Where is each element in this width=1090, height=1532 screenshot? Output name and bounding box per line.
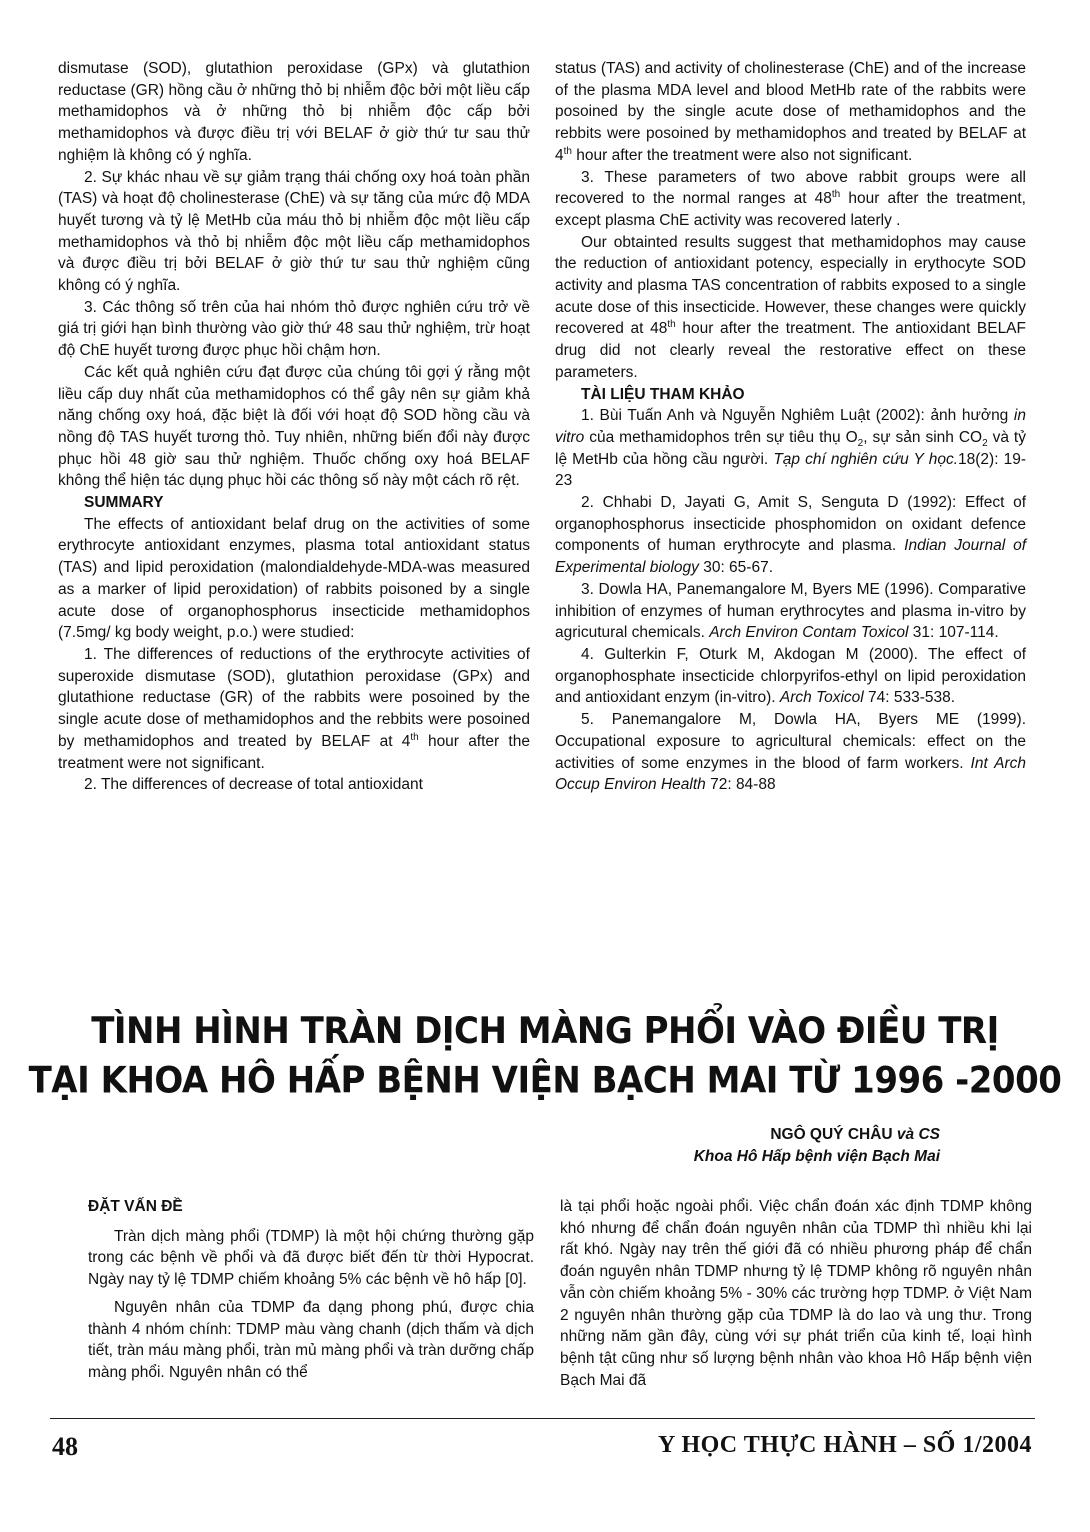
paragraph: là tại phổi hoặc ngoài phổi. Việc chẩn đoán xác định TDMP không khó nhưng để chẩn đoán nguyên nhân của TDMP thì nhiều khi lại rất khó. Ngày nay trên thế giới đã có nhiều phương pháp để chẩn đoán nguyên nhân TDMP nhưng tỷ lệ TDMP không rõ nguyên nhân vẫn còn chiếm khoảng 5% - 30% các trường hợp TDMP. ở Việt Nam 2 nguyên nhân thường gặp của TDMP là do lao và ung thư. Trong những năm gần đây, cùng với sự phát triển của kinh tế, loại hình bệnh tật cũng như số lượng bệnh nhân vào khoa Hô Hấp bệnh viện Bạch Mai đã (560, 1198, 1032, 1389)
text: 31: 107-114. (908, 624, 999, 642)
journal-name: Arch Toxicol (779, 689, 864, 707)
subscript: 2 (982, 438, 988, 450)
column-bottom-left (88, 1196, 534, 1384)
text: 74: 533-538. (863, 689, 956, 707)
section-heading: ĐẶT VẤN ĐỀ (88, 1198, 183, 1215)
reference-item (555, 492, 1026, 579)
journal-name: Int Arch Occup Environ Health (555, 754, 1026, 794)
superscript: th (667, 319, 676, 331)
paragraph: Nguyên nhân của TDMP đa dạng phong phú, được chia thành 4 nhóm chính: TDMP màu vàng chanh (dịch thấm và dịch tiết, tràn máu màng phổi, tràn mủ màng phổi và tràn dưỡng chấp màng phổi. Nguyên nhân có thể (88, 1298, 534, 1381)
author-suffix: và CS (896, 1126, 940, 1143)
text: 1. The differences of reductions of the erythrocyte activities of superoxide dismutase (SOD), glutathion peroxidase (GPx) and glutathione reductase (GR) of the rabbits were posoined by the single acute dose of methamidophos and the rebbits were posoined by methamidophos and treated by BELAF at 4 (58, 645, 530, 750)
paragraph: dismutase (SOD), glutathion peroxidase (GPx) và glutathion reductase (GR) hồng cầu ở những thỏ bị nhiễm độc bởi một liều cấp methamidophos và ở những thỏ bị nhiễm độc cấp bởi methamidophos và được điều trị với BELAF ở giờ thứ tư sau thử nghiệm là không có ý nghĩa. (58, 60, 530, 164)
text: 4. Gulterkin F, Oturk M, Akdogan M (2000). The effect of organophosphate insecticide chlorpyrifos-ethyl on lipid peroxidation and antioxidant enzym (in-vitro). (555, 645, 1026, 707)
reference-item (555, 644, 1026, 709)
column-top-left (58, 58, 530, 796)
page-number: 48 (52, 1432, 78, 1461)
author (694, 1124, 940, 1146)
text: hour after the treatment were not significant. (58, 732, 530, 772)
text: status (TAS) and activity of cholinesterase (ChE) and of the increase of the plasma MDA level and blood MetHb rate of the rabbits were posoined by the single acute dose of methamidophos and the rebbits were posoined by methamidophos and treated by BELAF at 4 (555, 60, 1026, 164)
paragraph (58, 644, 530, 774)
journal-name: Arch Environ Contam Toxicol (709, 624, 909, 642)
superscript: th (831, 189, 841, 201)
journal-name: Tạp chí nghiên cứu Y học. (773, 450, 959, 468)
text: 3. These parameters of two above rabbit groups were all recovered to the normal ranges at 48 (555, 168, 1026, 208)
superscript: th (563, 145, 572, 157)
paragraph: 3. Các thông số trên của hai nhóm thỏ được nghiên cứu trở về giá trị giới hạn bình thường vào giờ thứ 48 sau thử nghiệm, trừ hoạt độ ChE huyết tương được phục hồi chậm hơn. (58, 298, 530, 360)
column-bottom-right (560, 1196, 1032, 1391)
references-heading: TÀI LIỆU THAM KHẢO (581, 385, 745, 403)
author-name: NGÔ QUÝ CHÂU (770, 1126, 897, 1143)
paragraph (555, 232, 1026, 384)
reference-item (555, 405, 1026, 492)
reference-item (555, 579, 1026, 644)
text: 1. Bùi Tuấn Anh và Nguyễn Nghiêm Luật (2002): ảnh hưởng (581, 407, 1014, 425)
article-title (0, 1006, 1090, 1105)
text: và tỷ lệ MetHb của hồng cầu người. (555, 428, 1026, 468)
text: 2. Chhabi D, Jayati G, Amit S, Senguta D (1992): Effect of organophosphorus insecticide phosphomidon on oxidant defence components of human erythrocyte and plasma. (555, 494, 1026, 555)
journal-name-footer: Y HỌC THỰC HÀNH – SỐ 1/2004 (658, 1432, 1032, 1458)
paragraph (555, 58, 1026, 167)
text: hour after the treatment. The antioxidant BELAF drug did not clearly reveal the restorative effect on these parameters. (555, 320, 1026, 381)
title-line: TÌNH HÌNH TRÀN DỊCH MÀNG PHỔI VÀO ĐIỀU TRỊ (91, 1009, 999, 1053)
column-top-right (555, 58, 1026, 796)
journal-name: Indian Journal of Experimental biology (555, 537, 1026, 577)
italic-text: in vitro (555, 407, 1026, 446)
text: 30: 65-67. (698, 559, 773, 577)
subscript: 2 (857, 438, 864, 450)
text: , sự sản sinh CO (863, 428, 983, 446)
text: hour after the treatment, except plasma ChE activity was recovered laterly . (555, 190, 1026, 229)
paragraph (555, 167, 1026, 232)
text: Our obtainted results suggest that methamidophos may cause the reduction of antioxidant potency, especially in erythocyte SOD activity and plasma TAS concentration of rabbits exposed to a single acute dose of this insecticide. However, these changes were quickly recovered at 48 (555, 233, 1026, 338)
summary-heading: SUMMARY (84, 494, 164, 512)
paragraph: 2. The differences of decrease of total antioxidant (84, 776, 423, 794)
reference-item (555, 709, 1026, 796)
paragraph: Tràn dịch màng phổi (TDMP) là một hội chứng thường gặp trong các bệnh về phổi và đã được biết đến từ thời Hypocrat. Ngày nay tỷ lệ TDMP chiếm khoảng 5% các bệnh về hô hấp [0]. (88, 1227, 534, 1289)
paragraph: The effects of antioxidant belaf drug on the activities of some erythrocyte antioxidant enzymes, plasma total antioxidant status (TAS) and lipid peroxidation (malondialdehyde-MDA-was measured as a marker of lipid peroxidation) of rabbits poisoned by a single acute dose of organophosphorus insecticide methamidophos (7.5mg/ kg body weight, p.o.) were studied: (58, 515, 530, 642)
footer-rule (50, 1418, 1035, 1419)
title-line: TẠI KHOA HÔ HẤP BỆNH VIỆN BẠCH MAI TỪ 1996 -2000 (28, 1059, 1062, 1103)
superscript: th (410, 731, 419, 743)
text: 3. Dowla HA, Panemangalore M, Byers ME (1996). Comparative inhibition of enzymes of human erythrocytes and plasma in-vitro by agricutural chemicals. (555, 580, 1026, 642)
text: 18(2): 19-23 (555, 450, 1027, 490)
paragraph: Các kết quả nghiên cứu đạt được của chúng tôi gợi ý rằng một liều cấp duy nhất của methamidophos có thể gây nên sự giảm khả năng chống oxy hoá, đặc biệt là đối với hoạt độ SOD hồng cầu và nồng độ TAS huyết tương thỏ. Tuy nhiên, những biến đổi này được phục hồi 48 giờ sau thử nghiệm. Thuốc chống oxy hoá BELAF không thể hiện tác dụng phục hồi các thông số này một cách rõ rệt. (58, 363, 530, 490)
paragraph: 2. Sự khác nhau về sự giảm trạng thái chống oxy hoá toàn phần (TAS) và hoạt độ cholinesterase (ChE) và sự tăng của mức độ MDA huyết tương và tỷ lệ MetHb của máu thỏ bị nhiễm độc một liều cấp methamidophos và thỏ bị nhiễm độc một liều cấp methamidophos và được điều trị bởi BELAF ở giờ thứ tư sau thử nghiệm cũng không có ý nghĩa. (58, 168, 530, 295)
text: hour after the treatment were also not significant. (571, 146, 913, 164)
text: 72: 84-88 (705, 776, 776, 794)
text: 5. Panemangalore M, Dowla HA, Byers ME (1999). Occupational exposure to agricultural chemicals: effect on the activities of some enzymes in the blood of farm workers. (555, 711, 1026, 772)
text: của methamidophos trên sự tiêu thụ O (584, 428, 858, 446)
byline (694, 1124, 940, 1168)
affiliation: Khoa Hô Hấp bệnh viện Bạch Mai (693, 1148, 940, 1165)
